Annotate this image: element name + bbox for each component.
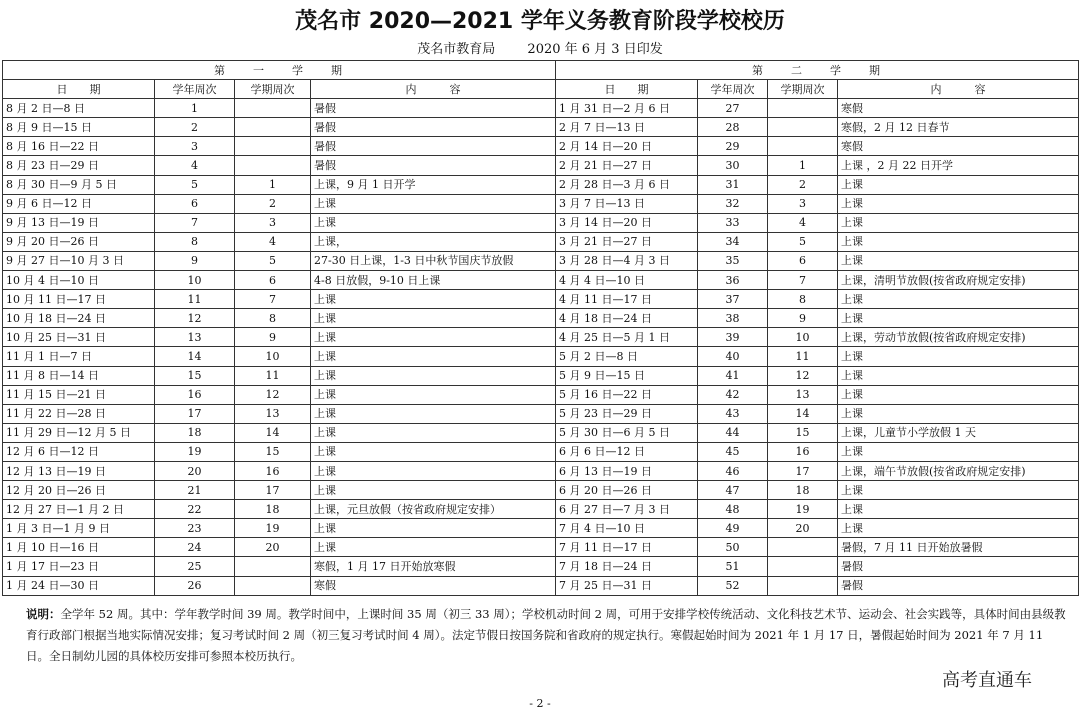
date-cell: 5 月 2 日—8 日	[556, 347, 698, 366]
semester-week-cell: 13	[768, 385, 838, 404]
table-row	[3, 576, 1079, 595]
semester-week-cell	[768, 557, 838, 576]
content-cell: 上课	[311, 385, 556, 404]
date-cell: 1 月 10 日—16 日	[3, 538, 155, 557]
semester-week-cell	[768, 99, 838, 118]
date-cell: 11 月 29 日—12 月 5 日	[3, 423, 155, 442]
school-week-cell: 28	[698, 118, 768, 137]
content-cell: 上课	[311, 309, 556, 328]
content-cell: 暑假	[311, 137, 556, 156]
content-cell: 上课	[311, 538, 556, 557]
content-cell: 上课，清明节放假(按省政府规定安排)	[838, 271, 1079, 290]
table-row	[3, 461, 1079, 480]
content-cell: 暑假，7 月 11 日开始放暑假	[838, 538, 1079, 557]
semester-week-cell: 5	[768, 232, 838, 251]
table-row	[3, 137, 1079, 156]
school-week-cell: 37	[698, 290, 768, 309]
school-week-cell: 9	[155, 251, 235, 270]
content-cell: 上课	[838, 175, 1079, 194]
note-label: 说明：	[26, 607, 61, 621]
date-cell: 3 月 14 日—20 日	[556, 213, 698, 232]
school-week-cell: 34	[698, 232, 768, 251]
school-week-cell: 13	[155, 328, 235, 347]
column-header-row	[3, 80, 1079, 99]
header-content: 内 容	[838, 80, 1079, 99]
school-week-cell: 16	[155, 385, 235, 404]
school-week-cell: 3	[155, 137, 235, 156]
date-cell: 6 月 6 日—12 日	[556, 442, 698, 461]
content-cell: 寒假	[838, 99, 1079, 118]
table-row	[3, 99, 1079, 118]
school-week-cell: 35	[698, 251, 768, 270]
content-cell: 寒假	[838, 137, 1079, 156]
school-week-cell: 47	[698, 481, 768, 500]
school-week-cell: 45	[698, 442, 768, 461]
date-cell: 9 月 27 日—10 月 3 日	[3, 251, 155, 270]
header-semester-week: 学期周次	[235, 80, 311, 99]
header-content: 内 容	[311, 80, 556, 99]
semester-week-cell	[235, 137, 311, 156]
school-week-cell: 46	[698, 461, 768, 480]
school-week-cell: 14	[155, 347, 235, 366]
content-cell: 暑假	[311, 99, 556, 118]
semester-week-cell: 20	[768, 519, 838, 538]
semester-week-cell	[235, 156, 311, 175]
school-week-cell: 43	[698, 404, 768, 423]
semester2-label: 第 二 学 期	[556, 61, 1079, 80]
semester-week-cell	[235, 557, 311, 576]
semester-week-cell: 6	[768, 251, 838, 270]
date-cell: 12 月 20 日—26 日	[3, 481, 155, 500]
table-row	[3, 347, 1079, 366]
semester-week-cell: 3	[768, 194, 838, 213]
date-cell: 1 月 17 日—23 日	[3, 557, 155, 576]
school-week-cell: 23	[155, 519, 235, 538]
date-cell: 5 月 23 日—29 日	[556, 404, 698, 423]
semester-week-cell: 11	[235, 366, 311, 385]
school-week-cell: 50	[698, 538, 768, 557]
content-cell: 寒假，2 月 12 日春节	[838, 118, 1079, 137]
issue-date: 2020 年 6 月 3 日印发	[527, 42, 663, 57]
content-cell: 上课	[838, 213, 1079, 232]
content-cell: 寒假	[311, 576, 556, 595]
issue-line	[0, 38, 1080, 57]
table-row	[3, 481, 1079, 500]
semester-week-cell	[768, 118, 838, 137]
date-cell: 7 月 4 日—10 日	[556, 519, 698, 538]
content-cell: 暑假	[311, 156, 556, 175]
school-week-cell: 17	[155, 404, 235, 423]
content-cell: 上课，9 月 1 日开学	[311, 175, 556, 194]
content-cell: 上课	[311, 213, 556, 232]
date-cell: 10 月 11 日—17 日	[3, 290, 155, 309]
content-cell: 上课	[838, 232, 1079, 251]
table-row	[3, 366, 1079, 385]
date-cell: 4 月 25 日—5 月 1 日	[556, 328, 698, 347]
school-week-cell: 49	[698, 519, 768, 538]
school-week-cell: 39	[698, 328, 768, 347]
content-cell: 寒假，1 月 17 日开始放寒假	[311, 557, 556, 576]
content-cell: 上课	[838, 404, 1079, 423]
school-week-cell: 1	[155, 99, 235, 118]
content-cell: 上课	[311, 347, 556, 366]
header-date: 日 期	[3, 80, 155, 99]
semester-week-cell: 7	[768, 271, 838, 290]
semester-week-cell: 7	[235, 290, 311, 309]
table-row	[3, 309, 1079, 328]
semester-week-cell: 18	[768, 481, 838, 500]
semester-week-cell: 9	[768, 309, 838, 328]
content-cell: 上课，	[311, 232, 556, 251]
semester-week-cell	[768, 576, 838, 595]
date-cell: 9 月 6 日—12 日	[3, 194, 155, 213]
content-cell: 上课	[838, 519, 1079, 538]
table-row	[3, 175, 1079, 194]
date-cell: 11 月 15 日—21 日	[3, 385, 155, 404]
content-cell: 上课	[838, 309, 1079, 328]
school-week-cell: 52	[698, 576, 768, 595]
page-title: 茂名市 2020—2021 学年义务教育阶段学校校历	[295, 9, 785, 34]
content-cell: 上课	[838, 481, 1079, 500]
content-cell: 上课，劳动节放假(按省政府规定安排)	[838, 328, 1079, 347]
date-cell: 11 月 22 日—28 日	[3, 404, 155, 423]
school-week-cell: 10	[155, 271, 235, 290]
date-cell: 9 月 20 日—26 日	[3, 232, 155, 251]
semester1-label: 第 一 学 期	[3, 61, 556, 80]
date-cell: 2 月 14 日—20 日	[556, 137, 698, 156]
date-cell: 8 月 9 日—15 日	[3, 118, 155, 137]
table-row	[3, 156, 1079, 175]
semester-week-cell: 13	[235, 404, 311, 423]
content-cell: 上课	[311, 366, 556, 385]
date-cell: 8 月 23 日—29 日	[3, 156, 155, 175]
content-cell: 上课，端午节放假(按省政府规定安排)	[838, 461, 1079, 480]
table-row	[3, 519, 1079, 538]
date-cell: 3 月 21 日—27 日	[556, 232, 698, 251]
content-cell: 上课	[311, 481, 556, 500]
semester-week-cell	[235, 576, 311, 595]
school-week-cell: 25	[155, 557, 235, 576]
date-cell: 9 月 13 日—19 日	[3, 213, 155, 232]
semester-week-cell: 18	[235, 500, 311, 519]
semester-week-cell	[768, 137, 838, 156]
header-date: 日 期	[556, 80, 698, 99]
table-row	[3, 557, 1079, 576]
semester-week-cell: 8	[235, 309, 311, 328]
date-cell: 4 月 11 日—17 日	[556, 290, 698, 309]
school-week-cell: 36	[698, 271, 768, 290]
date-cell: 1 月 3 日—1 月 9 日	[3, 519, 155, 538]
school-week-cell: 22	[155, 500, 235, 519]
table-row	[3, 251, 1079, 270]
content-cell: 上课 ，2 月 22 日开学	[838, 156, 1079, 175]
semester-week-cell: 15	[235, 442, 311, 461]
semester-week-cell: 14	[235, 423, 311, 442]
content-cell: 上课，元旦放假（按省政府规定安排）	[311, 500, 556, 519]
header-school-week: 学年周次	[698, 80, 768, 99]
school-week-cell: 5	[155, 175, 235, 194]
date-cell: 5 月 9 日—15 日	[556, 366, 698, 385]
school-week-cell: 41	[698, 366, 768, 385]
school-week-cell: 40	[698, 347, 768, 366]
date-cell: 3 月 7 日—13 日	[556, 194, 698, 213]
date-cell: 11 月 8 日—14 日	[3, 366, 155, 385]
semester-week-cell: 19	[768, 500, 838, 519]
semester-week-cell: 16	[768, 442, 838, 461]
watermark-text: 高考直通车	[942, 670, 1032, 691]
date-cell: 12 月 13 日—19 日	[3, 461, 155, 480]
school-week-cell: 24	[155, 538, 235, 557]
semester-week-cell: 1	[235, 175, 311, 194]
table-row	[3, 290, 1079, 309]
school-week-cell: 31	[698, 175, 768, 194]
date-cell: 2 月 21 日—27 日	[556, 156, 698, 175]
school-calendar-table	[2, 60, 1079, 596]
date-cell: 7 月 18 日—24 日	[556, 557, 698, 576]
date-cell: 12 月 6 日—12 日	[3, 442, 155, 461]
school-week-cell: 2	[155, 118, 235, 137]
date-cell: 6 月 13 日—19 日	[556, 461, 698, 480]
content-cell: 暑假	[838, 576, 1079, 595]
semester-week-cell	[235, 118, 311, 137]
semester-week-cell: 2	[768, 175, 838, 194]
content-cell: 上课	[838, 290, 1079, 309]
date-cell: 7 月 25 日—31 日	[556, 576, 698, 595]
date-cell: 4 月 18 日—24 日	[556, 309, 698, 328]
school-week-cell: 19	[155, 442, 235, 461]
date-cell: 4 月 4 日—10 日	[556, 271, 698, 290]
date-cell: 1 月 31 日—2 月 6 日	[556, 99, 698, 118]
date-cell: 2 月 28 日—3 月 6 日	[556, 175, 698, 194]
date-cell: 1 月 24 日—30 日	[3, 576, 155, 595]
date-cell: 5 月 16 日—22 日	[556, 385, 698, 404]
school-week-cell: 12	[155, 309, 235, 328]
date-cell: 10 月 25 日—31 日	[3, 328, 155, 347]
school-week-cell: 15	[155, 366, 235, 385]
school-week-cell: 32	[698, 194, 768, 213]
note-text: 全学年 52 周。其中：学年教学时间 39 周。教学时间中，上课时间 35 周（初三 33 周）；学校机动时间 2 周，可用于安排学校传统活动、文化科技艺术节、运动会、社会实践等，具体时间由县级教育行政部门根据当地实际情况安排；复习考试时间 2 周（初三复习考试时间 4 周）。法定节假日按国务院和省政府的规定执行。寒假起始时间为 2021 年 1 月 17 日，暑假起始时间为 2021 年 7 月 11 日。全日制幼儿园的具体校历安排可参照本校历执行。	[26, 607, 1066, 663]
semester-week-cell: 15	[768, 423, 838, 442]
content-cell: 上课	[838, 500, 1079, 519]
semester-week-cell: 16	[235, 461, 311, 480]
content-cell: 上课	[311, 423, 556, 442]
semester-week-cell: 5	[235, 251, 311, 270]
content-cell: 上课	[311, 290, 556, 309]
issuer: 茂名市教育局	[417, 42, 496, 57]
table-row	[3, 385, 1079, 404]
date-cell: 8 月 30 日—9 月 5 日	[3, 175, 155, 194]
date-cell: 8 月 2 日—8 日	[3, 99, 155, 118]
content-cell: 上课	[838, 347, 1079, 366]
content-cell: 上课	[311, 194, 556, 213]
school-week-cell: 29	[698, 137, 768, 156]
content-cell: 上课	[838, 251, 1079, 270]
table-row	[3, 271, 1079, 290]
semester-week-cell: 10	[235, 347, 311, 366]
content-cell: 上课	[838, 366, 1079, 385]
content-cell: 上课，儿童节小学放假 1 天	[838, 423, 1079, 442]
header-school-week: 学年周次	[155, 80, 235, 99]
content-cell: 暑假	[838, 557, 1079, 576]
school-week-cell: 8	[155, 232, 235, 251]
semester-week-cell: 4	[235, 232, 311, 251]
semester-week-cell: 10	[768, 328, 838, 347]
date-cell: 7 月 11 日—17 日	[556, 538, 698, 557]
table-row	[3, 194, 1079, 213]
school-week-cell: 48	[698, 500, 768, 519]
semester-week-cell	[768, 538, 838, 557]
table-row	[3, 328, 1079, 347]
content-cell: 上课	[311, 519, 556, 538]
semester-week-cell: 9	[235, 328, 311, 347]
table-row	[3, 118, 1079, 137]
table-row	[3, 538, 1079, 557]
content-cell: 上课	[838, 194, 1079, 213]
semester-week-cell: 20	[235, 538, 311, 557]
content-cell: 4-8 日放假，9-10 日上课	[311, 271, 556, 290]
page-number: - 2 -	[529, 697, 551, 710]
table-row	[3, 500, 1079, 519]
school-week-cell: 7	[155, 213, 235, 232]
date-cell: 3 月 28 日—4 月 3 日	[556, 251, 698, 270]
school-week-cell: 44	[698, 423, 768, 442]
school-week-cell: 4	[155, 156, 235, 175]
semester-week-cell: 2	[235, 194, 311, 213]
content-cell: 上课	[311, 328, 556, 347]
semester-week-cell: 19	[235, 519, 311, 538]
date-cell: 5 月 30 日—6 月 5 日	[556, 423, 698, 442]
semester-week-cell: 14	[768, 404, 838, 423]
table-row	[3, 442, 1079, 461]
school-week-cell: 21	[155, 481, 235, 500]
content-cell: 上课	[838, 442, 1079, 461]
school-week-cell: 27	[698, 99, 768, 118]
semester-week-cell: 4	[768, 213, 838, 232]
school-week-cell: 11	[155, 290, 235, 309]
school-week-cell: 38	[698, 309, 768, 328]
school-week-cell: 30	[698, 156, 768, 175]
school-week-cell: 51	[698, 557, 768, 576]
content-cell: 上课	[311, 404, 556, 423]
semester-week-cell: 3	[235, 213, 311, 232]
semester-header-row	[3, 61, 1079, 80]
school-week-cell: 20	[155, 461, 235, 480]
table-row	[3, 404, 1079, 423]
content-cell: 27-30 日上课，1-3 日中秋节国庆节放假	[311, 251, 556, 270]
date-cell: 10 月 4 日—10 日	[3, 271, 155, 290]
date-cell: 2 月 7 日—13 日	[556, 118, 698, 137]
school-week-cell: 42	[698, 385, 768, 404]
table-row	[3, 213, 1079, 232]
date-cell: 6 月 20 日—26 日	[556, 481, 698, 500]
school-week-cell: 18	[155, 423, 235, 442]
content-cell: 上课	[838, 385, 1079, 404]
semester-week-cell: 11	[768, 347, 838, 366]
semester-week-cell: 17	[768, 461, 838, 480]
header-semester-week: 学期周次	[768, 80, 838, 99]
semester-week-cell: 6	[235, 271, 311, 290]
semester-week-cell: 12	[768, 366, 838, 385]
semester-week-cell: 1	[768, 156, 838, 175]
school-week-cell: 6	[155, 194, 235, 213]
date-cell: 6 月 27 日—7 月 3 日	[556, 500, 698, 519]
table-row	[3, 423, 1079, 442]
date-cell: 12 月 27 日—1 月 2 日	[3, 500, 155, 519]
content-cell: 上课	[311, 461, 556, 480]
school-week-cell: 33	[698, 213, 768, 232]
semester-week-cell: 17	[235, 481, 311, 500]
explanation-note	[26, 604, 1066, 667]
content-cell: 暑假	[311, 118, 556, 137]
date-cell: 11 月 1 日—7 日	[3, 347, 155, 366]
semester-week-cell: 12	[235, 385, 311, 404]
date-cell: 8 月 16 日—22 日	[3, 137, 155, 156]
table-row	[3, 232, 1079, 251]
semester-week-cell	[235, 99, 311, 118]
content-cell: 上课	[311, 442, 556, 461]
date-cell: 10 月 18 日—24 日	[3, 309, 155, 328]
semester-week-cell: 8	[768, 290, 838, 309]
school-week-cell: 26	[155, 576, 235, 595]
